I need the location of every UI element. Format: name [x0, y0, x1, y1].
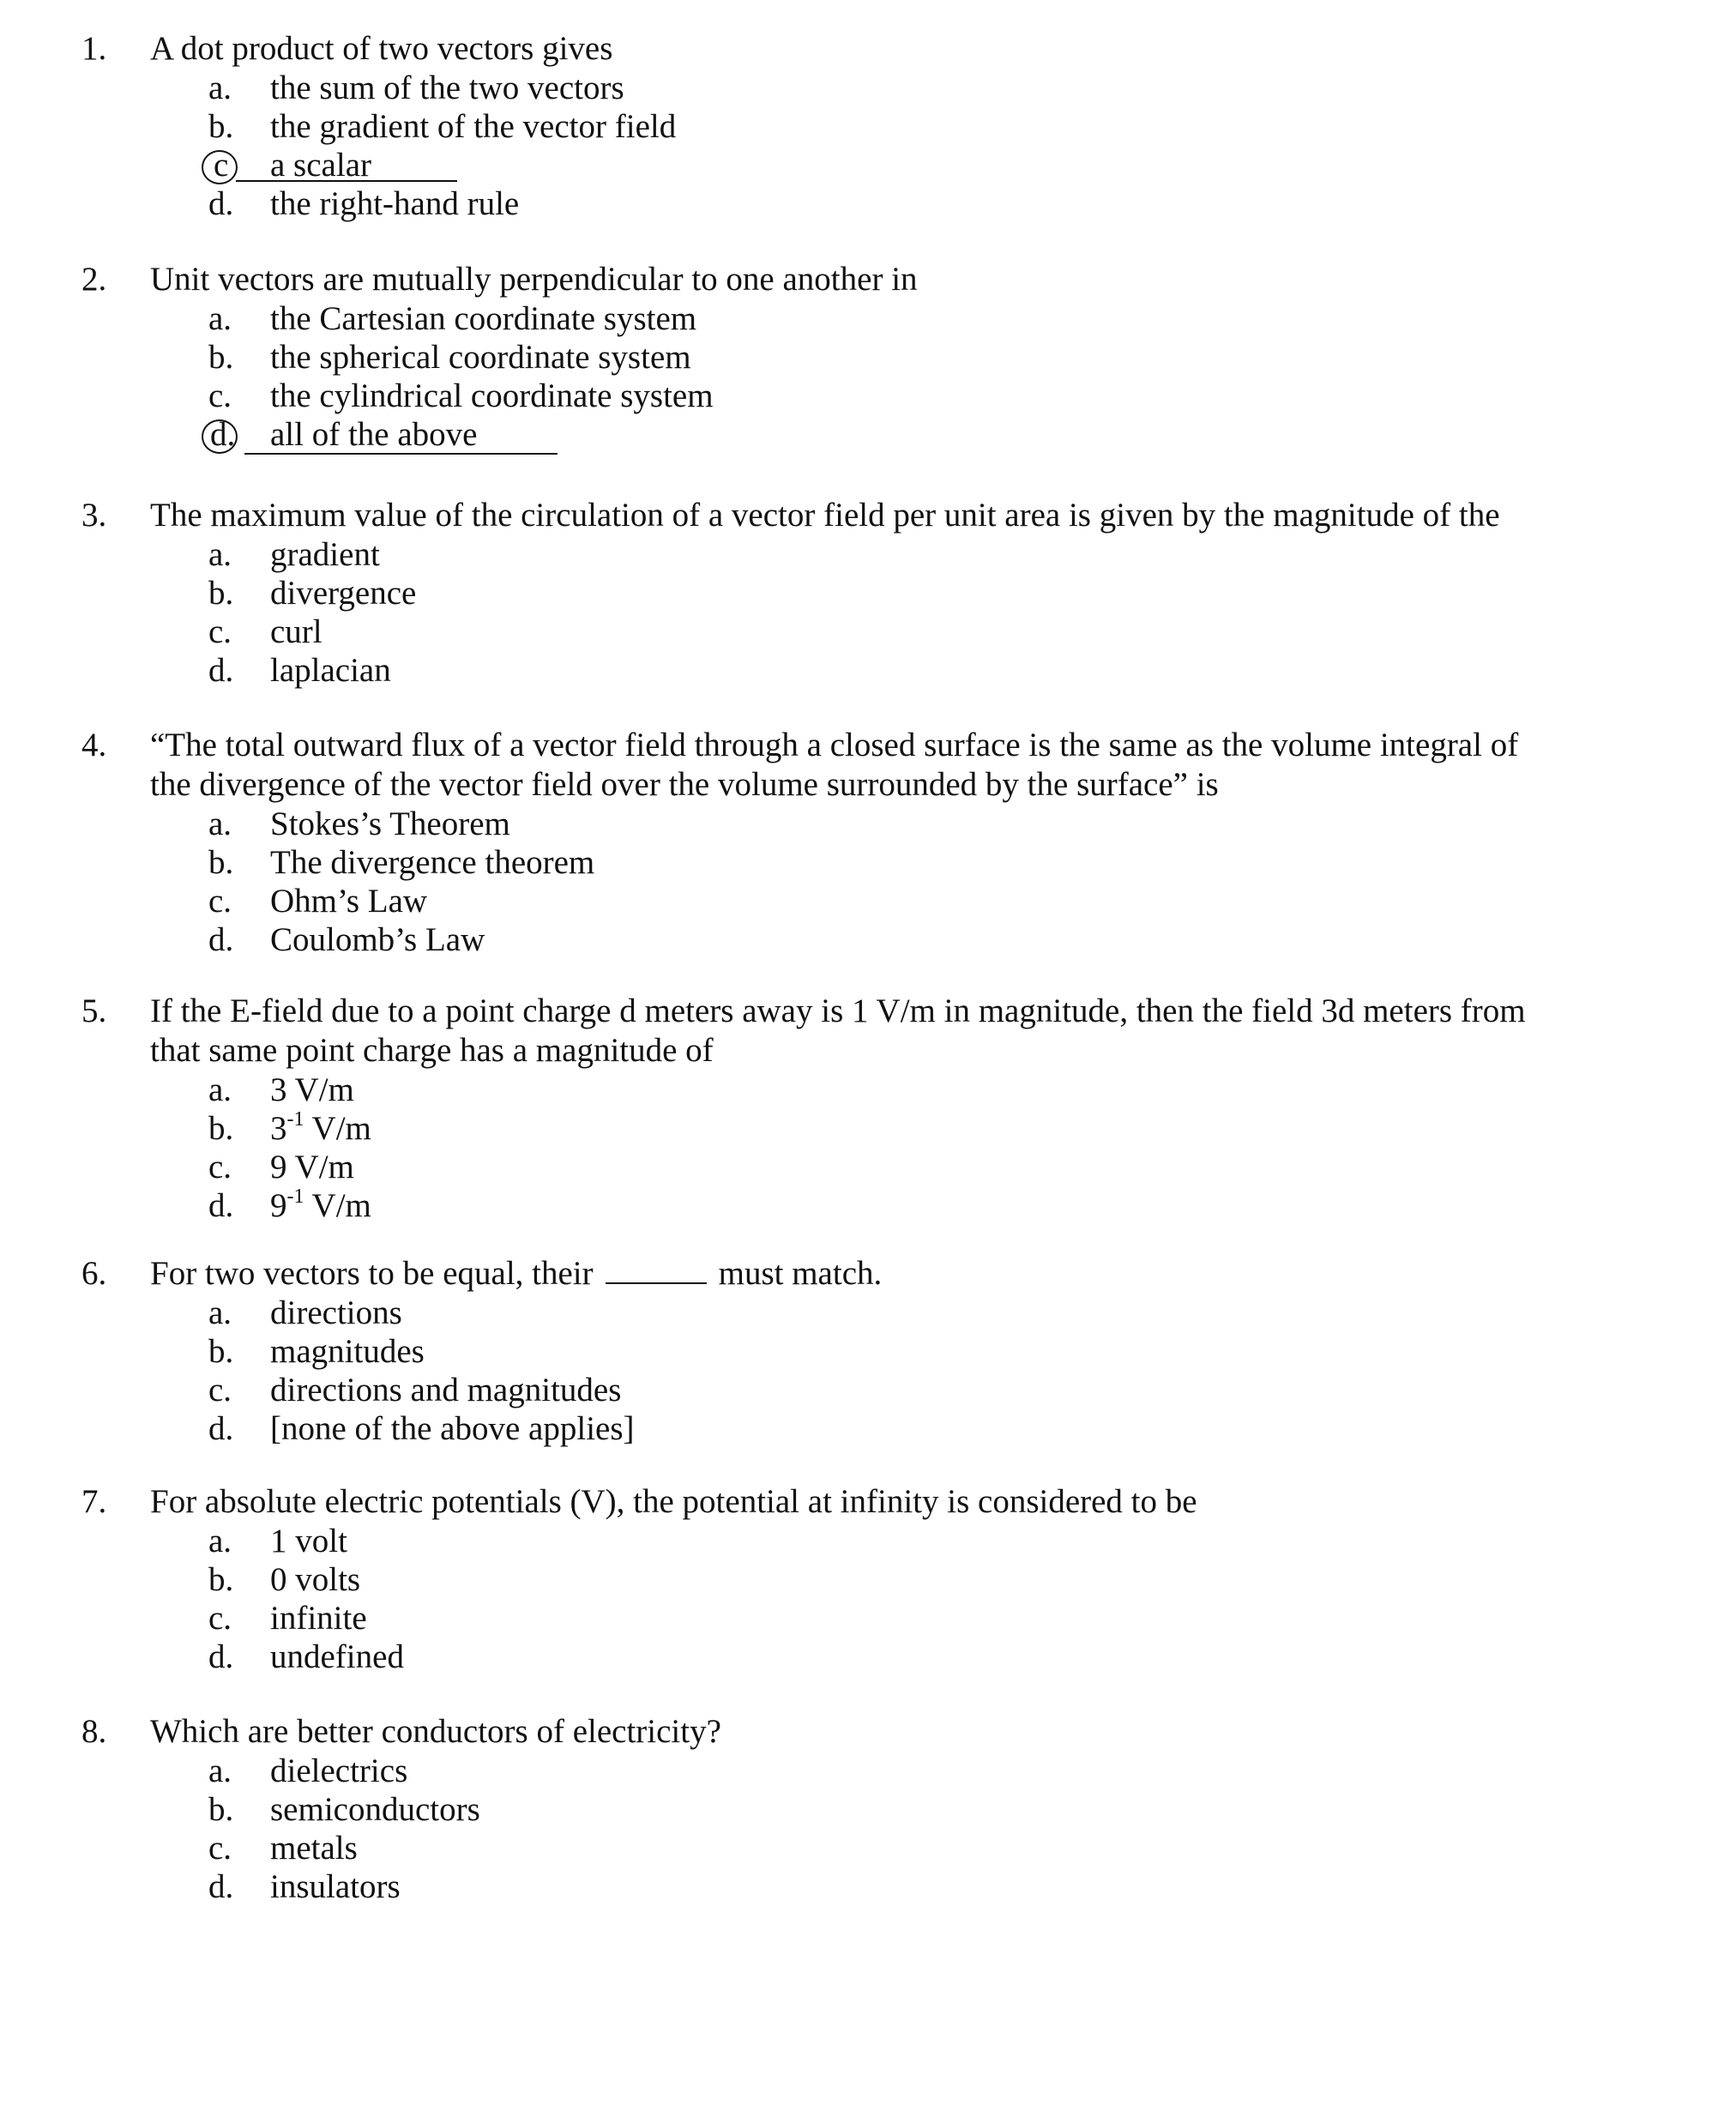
- question-stem: [81, 726, 1591, 765]
- option-letter: b.: [208, 1110, 234, 1147]
- option-a: [81, 69, 1591, 107]
- option-letter: d.: [208, 652, 234, 689]
- option-b: [81, 107, 1591, 146]
- option-letter: b.: [208, 844, 234, 881]
- option-letter: c.: [208, 1372, 232, 1408]
- option-c-selected: [81, 146, 1591, 184]
- option-base: 9: [270, 1187, 287, 1224]
- option-text: [none of the above applies]: [270, 1410, 635, 1447]
- option-letter: d.: [208, 1868, 234, 1905]
- option-text: the right-hand rule: [270, 185, 520, 222]
- option-d: [81, 1186, 1591, 1225]
- option-text: divergence: [270, 575, 417, 612]
- option-letter: d.: [208, 185, 234, 222]
- question-7: [81, 1482, 1591, 1676]
- option-a: [81, 1752, 1591, 1790]
- option-base: 3: [270, 1110, 287, 1147]
- question-number: 6.: [81, 1255, 107, 1292]
- option-text: 3 V/m: [270, 1071, 354, 1108]
- answer-underline: [236, 180, 457, 182]
- option-letter: c.: [208, 1149, 232, 1185]
- options-list: [81, 805, 1591, 959]
- question-text-line-1: If the E-field due to a point charge d meters away is 1 V/m in magnitude, then the field 3d meters from: [150, 992, 1526, 1029]
- option-letter: b.: [208, 575, 234, 612]
- options-list: [81, 1752, 1591, 1906]
- options-list: [81, 1071, 1591, 1225]
- options-list: [81, 1522, 1591, 1676]
- option-text: 1 volt: [270, 1523, 347, 1559]
- options-list: [81, 1294, 1591, 1448]
- option-text: semiconductors: [270, 1791, 480, 1828]
- question-text: The maximum value of the circulation of a vector field per unit area is given by the magnitude of the: [150, 497, 1500, 534]
- option-letter: d.: [208, 1410, 234, 1447]
- option-letter: b.: [208, 1561, 234, 1598]
- option-b: [81, 1560, 1591, 1599]
- option-letter: d.: [208, 1638, 234, 1675]
- option-c: [81, 377, 1591, 415]
- question-number: 1.: [81, 30, 107, 67]
- option-letter: c.: [208, 1830, 232, 1867]
- option-exponent: -1: [286, 1185, 304, 1208]
- question-8: [81, 1712, 1591, 1906]
- option-unit: V/m: [304, 1187, 371, 1224]
- circled-answer-letter: c: [208, 146, 265, 184]
- option-letter: b.: [208, 108, 234, 145]
- question-1: [81, 29, 1591, 223]
- option-letter: a.: [208, 1071, 232, 1108]
- circled-answer-letter: d.: [208, 415, 262, 454]
- option-letter: b.: [208, 339, 234, 376]
- question-number: 3.: [81, 497, 107, 534]
- option-text: the cylindrical coordinate system: [270, 377, 714, 414]
- option-c: [81, 1829, 1591, 1867]
- question-stem: [81, 1482, 1591, 1522]
- question-stem-continued: [81, 765, 1591, 805]
- question-stem: [81, 260, 1591, 299]
- option-a: [81, 1522, 1591, 1560]
- option-text: the gradient of the vector field: [270, 108, 677, 145]
- question-text: For absolute electric potentials (V), the potential at infinity is considered to be: [150, 1483, 1197, 1520]
- option-letter: c.: [208, 883, 232, 920]
- option-text: directions and magnitudes: [270, 1372, 622, 1408]
- option-d: [81, 1409, 1591, 1448]
- option-text: the spherical coordinate system: [270, 339, 691, 376]
- option-letter: d.: [208, 921, 234, 958]
- option-text: curl: [270, 613, 322, 650]
- option-b: [81, 1790, 1591, 1829]
- option-text: laplacian: [270, 652, 391, 689]
- question-2: [81, 260, 1591, 454]
- option-d: [81, 651, 1591, 690]
- question-number: 5.: [81, 992, 107, 1029]
- option-letter: a.: [208, 536, 232, 573]
- option-text: directions: [270, 1294, 402, 1331]
- question-stem: [81, 1712, 1591, 1752]
- question-text-line-2: that same point charge has a magnitude of: [150, 1032, 714, 1069]
- options-list: [81, 299, 1591, 454]
- option-c: [81, 1371, 1591, 1409]
- option-d: [81, 1638, 1591, 1676]
- option-b: [81, 1332, 1591, 1371]
- option-text: the sum of the two vectors: [270, 69, 624, 106]
- option-letter: c.: [208, 1600, 232, 1637]
- option-text: The divergence theorem: [270, 844, 595, 881]
- option-d-selected: [81, 415, 1591, 454]
- question-3: [81, 496, 1591, 690]
- option-text: insulators: [270, 1868, 401, 1905]
- question-text-after-blank: must match.: [718, 1255, 883, 1292]
- option-letter: a.: [208, 69, 232, 106]
- question-text: Which are better conductors of electricity?: [150, 1713, 721, 1750]
- option-d: [81, 920, 1591, 959]
- question-stem: [81, 992, 1591, 1031]
- option-letter: d.: [208, 1187, 234, 1224]
- question-stem: [81, 29, 1591, 69]
- question-5: [81, 992, 1591, 1225]
- question-number: 7.: [81, 1483, 107, 1520]
- question-6: [81, 1254, 1591, 1448]
- option-b: [81, 338, 1591, 377]
- option-letter: a.: [208, 1752, 232, 1789]
- option-letter: a.: [208, 1294, 232, 1331]
- option-text: Coulomb’s Law: [270, 921, 485, 958]
- question-text: A dot product of two vectors gives: [150, 30, 613, 67]
- option-letter: a.: [208, 1523, 232, 1559]
- option-text: 0 volts: [270, 1561, 361, 1598]
- option-text: Ohm’s Law: [270, 883, 428, 920]
- option-exponent: -1: [286, 1108, 304, 1131]
- option-text: a scalar: [270, 147, 371, 184]
- fill-in-blank: [606, 1257, 707, 1284]
- option-c: [81, 612, 1591, 651]
- question-stem-continued: [81, 1031, 1591, 1071]
- option-d: [81, 1867, 1591, 1906]
- options-list: [81, 535, 1591, 690]
- option-c: [81, 1599, 1591, 1638]
- question-text-before-blank: For two vectors to be equal, their: [150, 1255, 594, 1292]
- question-text-line-1: “The total outward flux of a vector field through a closed surface is the same as the volume integral of: [150, 727, 1519, 763]
- question-number: 2.: [81, 261, 107, 298]
- option-text: undefined: [270, 1638, 404, 1675]
- options-list: [81, 69, 1591, 223]
- question-text: Unit vectors are mutually perpendicular to one another in: [150, 261, 918, 298]
- option-text: gradient: [270, 536, 380, 573]
- option-c: [81, 882, 1591, 920]
- question-number: 8.: [81, 1713, 107, 1750]
- question-text-line-2: the divergence of the vector field over the volume surrounded by the surface” is: [150, 766, 1219, 803]
- option-a: [81, 535, 1591, 574]
- option-letter: a.: [208, 300, 232, 337]
- option-text: dielectrics: [270, 1752, 408, 1789]
- question-number: 4.: [81, 727, 107, 763]
- option-b: [81, 1109, 1591, 1148]
- option-letter: c.: [208, 613, 232, 650]
- option-a: [81, 299, 1591, 338]
- option-a: [81, 805, 1591, 843]
- option-text: 9 V/m: [270, 1149, 354, 1185]
- option-d: [81, 184, 1591, 223]
- answer-underline: [244, 453, 558, 455]
- option-letter: b.: [208, 1333, 234, 1370]
- option-text: the Cartesian coordinate system: [270, 300, 697, 337]
- option-text: metals: [270, 1830, 358, 1867]
- option-c: [81, 1148, 1591, 1186]
- option-text: magnitudes: [270, 1333, 425, 1370]
- option-b: [81, 574, 1591, 612]
- question-stem: [81, 496, 1591, 535]
- option-text: infinite: [270, 1600, 367, 1637]
- question-4: [81, 726, 1591, 959]
- option-text: Stokes’s Theorem: [270, 805, 510, 842]
- question-stem: [81, 1254, 1591, 1294]
- option-b: [81, 843, 1591, 882]
- option-letter: b.: [208, 1791, 234, 1828]
- option-a: [81, 1294, 1591, 1332]
- option-text: all of the above: [270, 416, 478, 453]
- option-letter: c.: [208, 377, 232, 414]
- option-letter: a.: [208, 805, 232, 842]
- option-unit: V/m: [304, 1110, 371, 1147]
- option-a: [81, 1071, 1591, 1109]
